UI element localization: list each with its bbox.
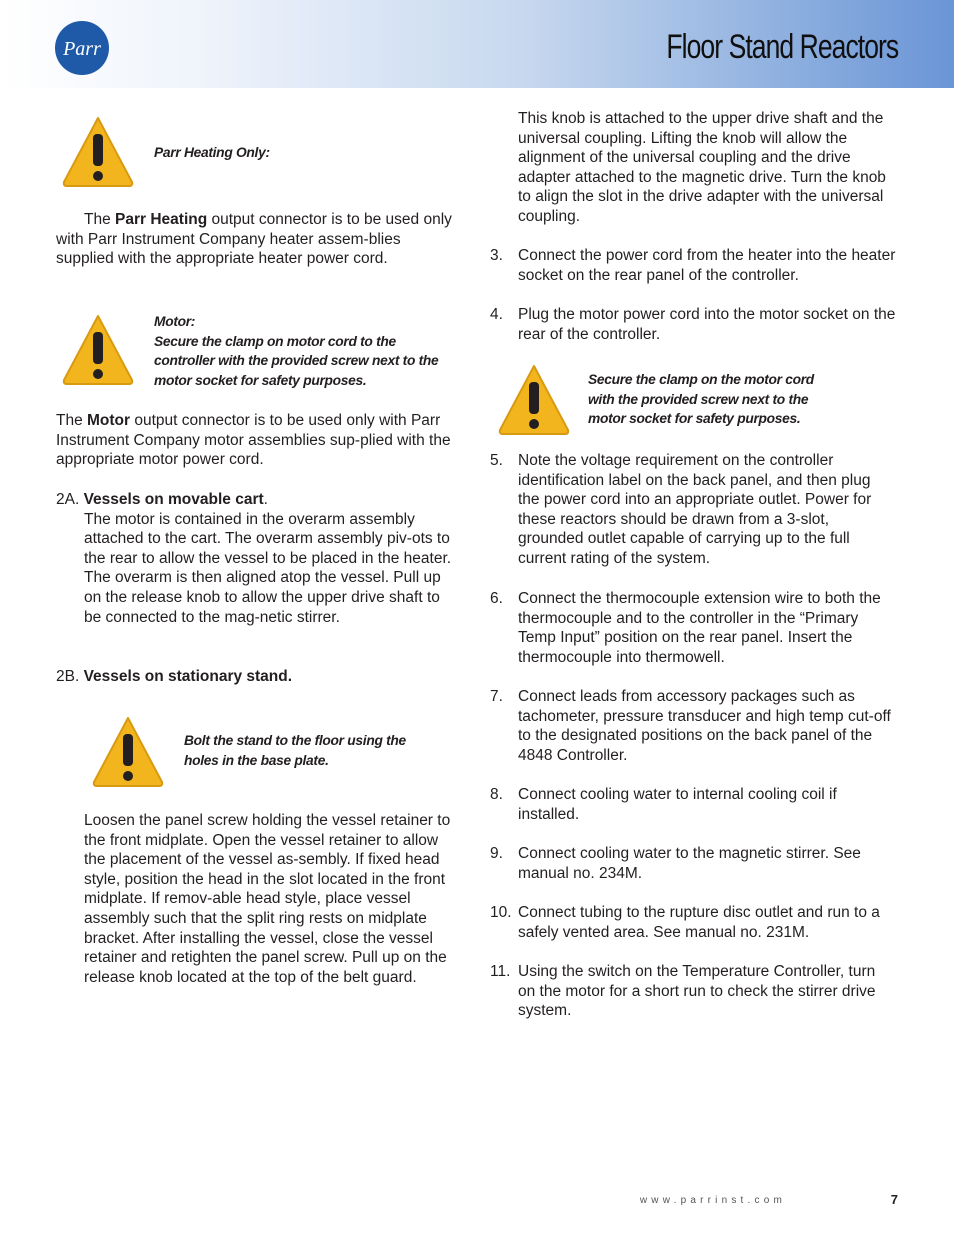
list-item: 10. Connect tubing to the rupture disc outlet and run to a safely vented area. See manual no. 231M.: [490, 904, 880, 941]
page-header: [0, 0, 954, 88]
section-2b: [56, 667, 460, 687]
section-2a: 2A. Vessels on movable cart. The motor is contained in the overarm assembly attached to the cart. The overarm assembly piv-ots to the rear to allow the vessel to be placed in the heater. The overarm is then aligned atop the vessel. Pull up on the release knob to allow the upper drive shaft to be connected to the mag-netic stirrer.: [56, 490, 460, 627]
warning-text: Bolt the stand to the floor using the holes in the base plate.: [184, 733, 406, 768]
warning-triangle-icon: [60, 312, 136, 388]
list-item: 5. Note the voltage requirement on the controller identification label on the back panel, and then plug the power cord into an appropriate outlet. Power for these reactors should be drawn from a 3-slot, grounded outlet capable of carrying up to the full current rating of the system.: [490, 452, 872, 567]
list-item: 9. Connect cooling water to the magnetic stirrer. See manual no. 234M.: [490, 845, 861, 882]
parr-heating-paragraph: The Parr Heating output connector is to be used only with Parr Instrument Company heater assem-blies supplied with the appropriate heater power cord.: [56, 211, 452, 268]
warning-triangle-icon: [60, 114, 136, 190]
section-number: 2A.: [56, 491, 80, 508]
list-item: 8. Connect cooling water to internal cooling coil if installed.: [490, 786, 837, 823]
warning-text: Parr Heating Only:: [154, 145, 270, 160]
footer-url: www.parrinst.com: [639, 1195, 786, 1206]
knob-paragraph: This knob is attached to the upper drive shaft and the universal coupling. Lifting the knob will allow the alignment of the universal coupling and the drive adapter attached to the magnetic drive. Turn the knob to align the slot in the drive adapter with the universal coupling.: [518, 110, 886, 225]
page-number: 7: [890, 1192, 898, 1207]
svg-text:Parr: Parr: [63, 38, 101, 60]
list-item: 4. Plug the motor power cord into the motor socket on the rear of the controller.: [490, 306, 896, 343]
list-item: 3. Connect the power cord from the heater into the heater socket on the rear panel of the controller.: [490, 247, 896, 284]
section-number: 2B.: [56, 668, 80, 685]
list-item: 6. Connect the thermocouple extension wire to both the thermocouple and to the controller in the “Primary Temp Input” position on the rear panel. Insert the thermocouple into thermowell.: [490, 590, 881, 666]
section-body: The motor is contained in the overarm assembly attached to the cart. The overarm assembly piv-ots to the rear to allow the vessel to be placed in the heater. The overarm is then aligned atop the vessel. Pull up on the release knob to allow the upper drive shaft to be connected to the mag-netic stirrer.: [84, 510, 452, 626]
warning-triangle-icon: [90, 714, 166, 790]
warning-text: Motor: Secure the clamp on motor cord to the controller with the provided screw next to the motor socket for safety purposes.: [154, 314, 439, 388]
section-title: Vessels on movable cart: [83, 491, 264, 508]
motor-paragraph: The Motor output connector is to be used only with Parr Instrument Company motor assemblies sup-plied with the appropriate motor power cord.: [56, 412, 451, 469]
list-item: 7. Connect leads from accessory packages such as tachometer, pressure transducer and high temp cut-off to the designated positions on the back panel of the 4848 Controller.: [490, 688, 891, 764]
page-title: Floor Stand Reactors: [666, 28, 898, 66]
section-title: Vessels on stationary stand.: [83, 668, 293, 685]
warning-triangle-icon: [496, 362, 572, 438]
stationary-stand-paragraph: Loosen the panel screw holding the vessel retainer to the front midplate. Open the vessel retainer to allow the placement of the vessel as-sembly. If fixed head style, position the head in the slot located in the front midplate. If remov-able head style, place vessel assembly such that the split ring rests on midplate bracket. After installing the vessel, close the vessel retainer and retighten the panel screw. Pull up on the release knob located at the top of the belt guard.: [84, 812, 451, 986]
list-item: 11. Using the switch on the Temperature Controller, turn on the motor for a short run to check the stirrer drive system.: [490, 963, 876, 1020]
parr-logo: [54, 20, 110, 76]
warning-text: Secure the clamp on the motor cord with the provided screw next to the motor socket for safety purposes.: [588, 372, 814, 427]
